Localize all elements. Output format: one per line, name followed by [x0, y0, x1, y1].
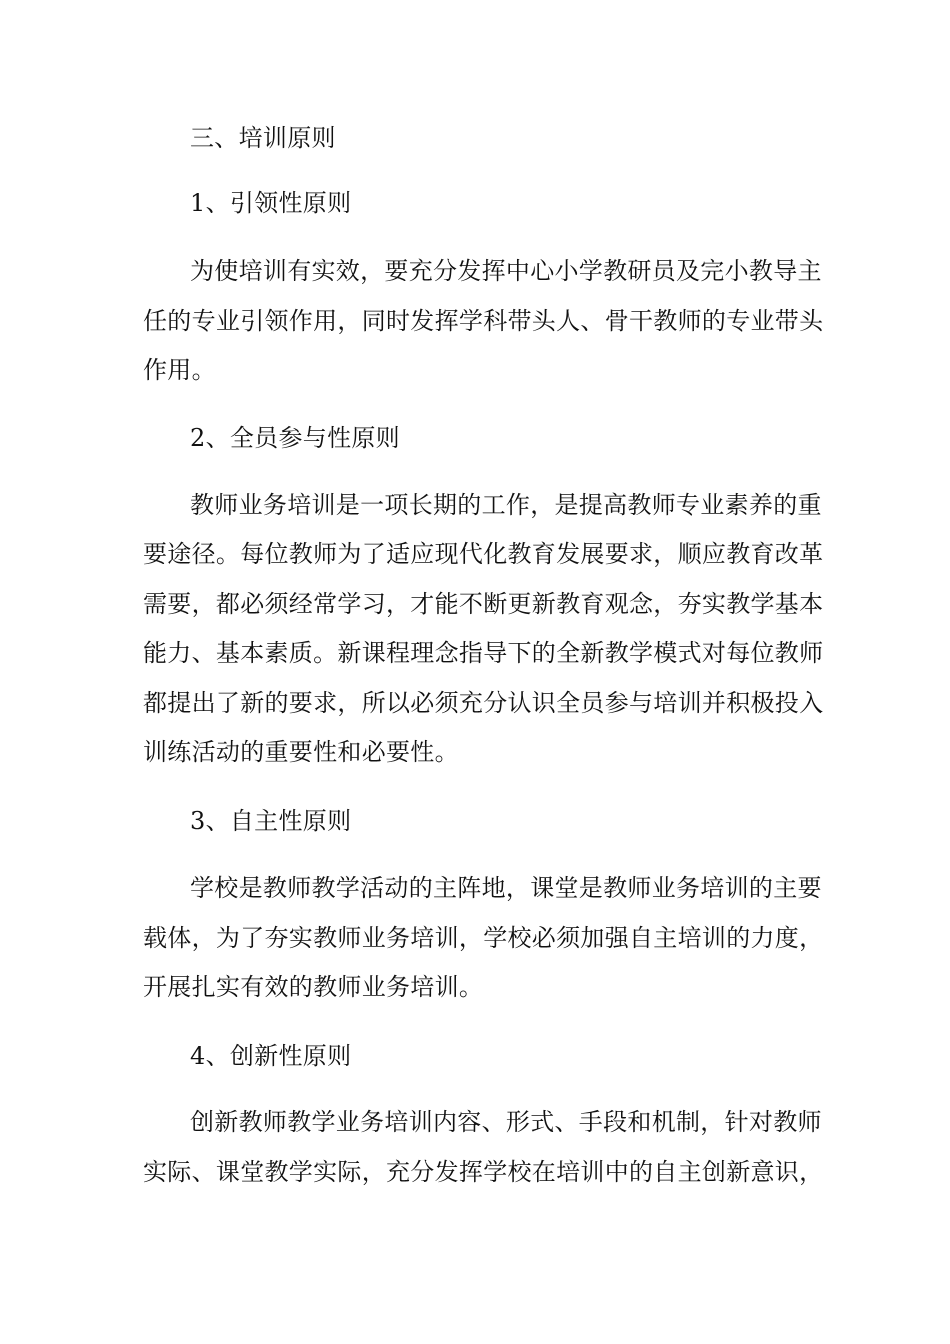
paragraph-line: 作用。 — [143, 356, 216, 384]
paragraph-line: 任的专业引领作用，同时发挥学科带头人、骨干教师的专业带头 — [143, 307, 824, 335]
paragraph-line: 训练活动的重要性和必要性。 — [143, 738, 459, 766]
paragraph-line: 能力、基本素质。新课程理念指导下的全新教学模式对每位教师 — [143, 639, 824, 667]
paragraph-line: 开展扎实有效的教师业务培训。 — [143, 973, 484, 1001]
principle-3-heading: 3、自主性原则 — [190, 807, 352, 835]
principle-4-heading: 4、创新性原则 — [190, 1042, 352, 1070]
principle-1-heading: 1、引领性原则 — [190, 189, 352, 217]
paragraph-line: 都提出了新的要求，所以必须充分认识全员参与培训并积极投入 — [143, 689, 824, 717]
paragraph-line: 为使培训有实效，要充分发挥中心小学教研员及完小教导主 — [190, 257, 822, 285]
paragraph-line: 教师业务培训是一项长期的工作，是提高教师专业素养的重 — [190, 491, 822, 519]
paragraph-line: 需要，都必须经常学习，才能不断更新教育观念，夯实教学基本 — [143, 590, 824, 618]
paragraph-line: 学校是教师教学活动的主阵地，课堂是教师业务培训的主要 — [190, 874, 822, 902]
paragraph-line: 实际、课堂教学实际，充分发挥学校在培训中的自主创新意识， — [143, 1158, 824, 1186]
paragraph-line: 创新教师教学业务培训内容、形式、手段和机制，针对教师 — [190, 1108, 822, 1136]
paragraph-line: 载体，为了夯实教师业务培训，学校必须加强自主培训的力度， — [143, 924, 824, 952]
section-heading: 三、培训原则 — [190, 124, 336, 152]
principle-2-heading: 2、全员参与性原则 — [190, 424, 400, 452]
paragraph-line: 要途径。每位教师为了适应现代化教育发展要求，顺应教育改革 — [143, 540, 824, 568]
